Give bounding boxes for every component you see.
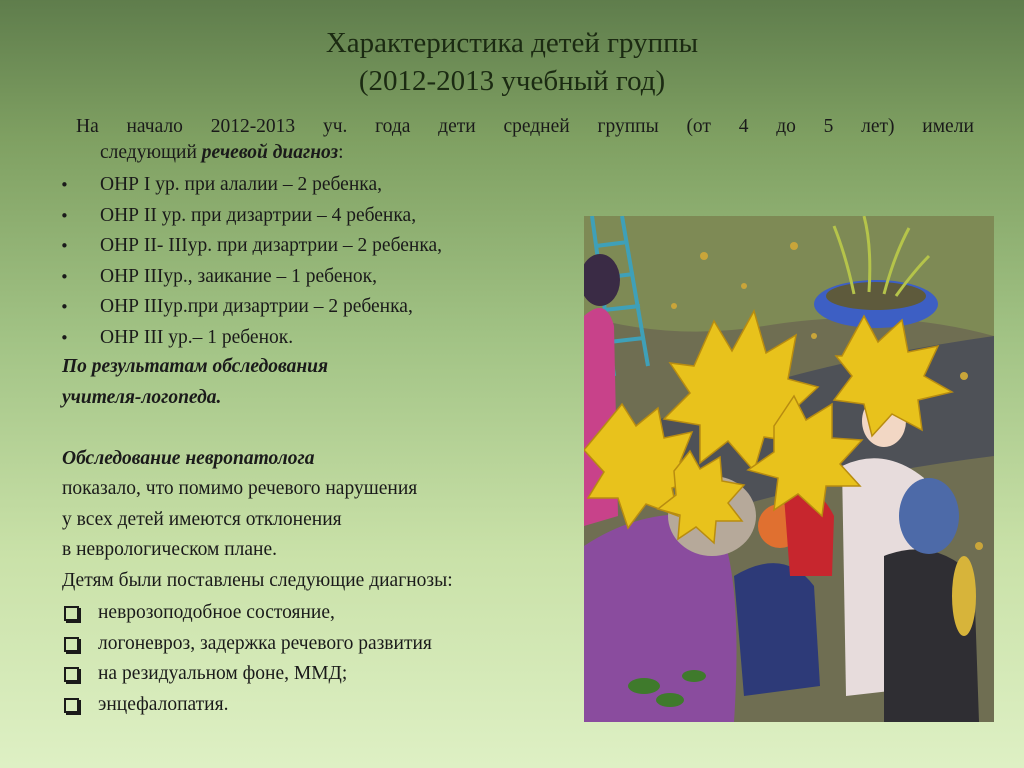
intro-word: начало — [126, 116, 183, 137]
neuro-line-2: у всех детей имеются отклонения — [62, 508, 342, 530]
neuro-line-4: Детям были поставлены следующие диагнозы: — [62, 569, 453, 591]
neuro-line-1: показало, что помимо речевого нарушения — [62, 478, 418, 499]
bullet-marker: • — [60, 237, 69, 255]
child-navy-jacket — [734, 563, 820, 696]
logoped-heading-line2: учителя-логопеда. — [62, 386, 222, 408]
intro-word: лет) — [861, 116, 895, 137]
checkbox-bullet-icon — [64, 606, 79, 621]
diagnosis-text: ОНР II ур. при дизартрии – 4 ребенка, — [100, 204, 417, 226]
intro-line2-suffix: : — [338, 142, 344, 163]
diagnosis-text: ОНР I ур. при алалии – 2 ребенка, — [100, 174, 382, 195]
checkbox-bullet-icon — [64, 698, 79, 713]
diagnosis-text: ОНР III ур.– 1 ребенок. — [100, 326, 294, 348]
diagnosis-item — [60, 323, 580, 354]
neuro-diagnosis-text: логоневроз, задержка речевого развития — [98, 632, 432, 654]
intro-line2 — [76, 140, 974, 166]
neuro-heading: Обследование невропатолога — [62, 447, 315, 469]
intro-word: 4 — [738, 116, 749, 137]
flowerbed-soil — [826, 282, 926, 310]
neuro-diagnosis-text: энцефалопатия. — [98, 693, 229, 715]
speech-diagnosis-emphasis: речевой диагноз — [201, 142, 339, 163]
slide-title-line2: (2012-2013 учебный год) — [358, 65, 666, 97]
photo-illustration — [584, 216, 994, 722]
speech-diagnosis-list — [60, 170, 580, 353]
intro-line1 — [76, 114, 974, 140]
bullet-marker: • — [60, 176, 69, 194]
diagnosis-text: ОНР IIIур., заикание – 1 ребенок, — [100, 265, 378, 287]
intro-paragraph — [76, 114, 974, 166]
intro-line2-prefix: следующий — [100, 142, 202, 163]
intro-word: На — [76, 116, 99, 137]
neuro-line-3: в неврологическом плане. — [62, 539, 278, 560]
intro-word: (от — [686, 116, 711, 137]
grass-area — [584, 216, 994, 336]
logoped-heading-line1: По результатам обследования — [62, 356, 329, 377]
child-blue-hat — [899, 478, 959, 554]
neuro-diagnosis-item — [62, 690, 582, 721]
diagnosis-text: ОНР II- IIIур. при дизартрии – 2 ребенка, — [100, 235, 443, 256]
intro-word: 2012-2013 — [210, 116, 296, 137]
neuro-diagnosis-item — [62, 598, 582, 629]
neuro-diagnosis-item — [62, 659, 582, 690]
intro-word: уч. — [322, 116, 348, 137]
checkbox-bullet-icon — [64, 637, 79, 652]
slide-title — [0, 24, 1024, 100]
bullet-marker: • — [60, 298, 69, 316]
child-yellow-hood — [952, 556, 976, 636]
intro-word: группы — [597, 116, 659, 137]
intro-word: дети — [438, 116, 476, 137]
neuro-diagnosis-list — [62, 598, 582, 720]
intro-word: года — [375, 116, 411, 137]
neuro-diagnosis-text: на резидуальном фоне, ММД; — [98, 663, 348, 684]
intro-word: средней — [503, 116, 570, 137]
paragraph-spacer — [62, 413, 582, 444]
neuro-diagnosis-item — [62, 629, 582, 660]
children-autumn-photo — [584, 216, 994, 722]
intro-word: до — [776, 116, 796, 137]
neuro-diagnosis-text: неврозоподобное состояние, — [98, 602, 335, 623]
diagnosis-item — [60, 262, 580, 293]
diagnosis-item — [60, 231, 580, 262]
bullet-marker: • — [60, 267, 69, 286]
bullet-marker: • — [60, 206, 69, 225]
diagnosis-item — [60, 170, 580, 201]
bullet-marker: • — [60, 328, 69, 347]
checkbox-bullet-icon — [64, 667, 79, 682]
diagnosis-text: ОНР IIIур.при дизартрии – 2 ребенка, — [100, 296, 413, 317]
intro-word: 5 — [823, 116, 834, 137]
slide-title-line1: Характеристика детей группы — [325, 27, 699, 59]
diagnosis-item — [60, 201, 580, 232]
intro-word: имели — [922, 116, 974, 137]
diagnosis-item — [60, 292, 580, 323]
exam-text-block — [62, 352, 582, 596]
